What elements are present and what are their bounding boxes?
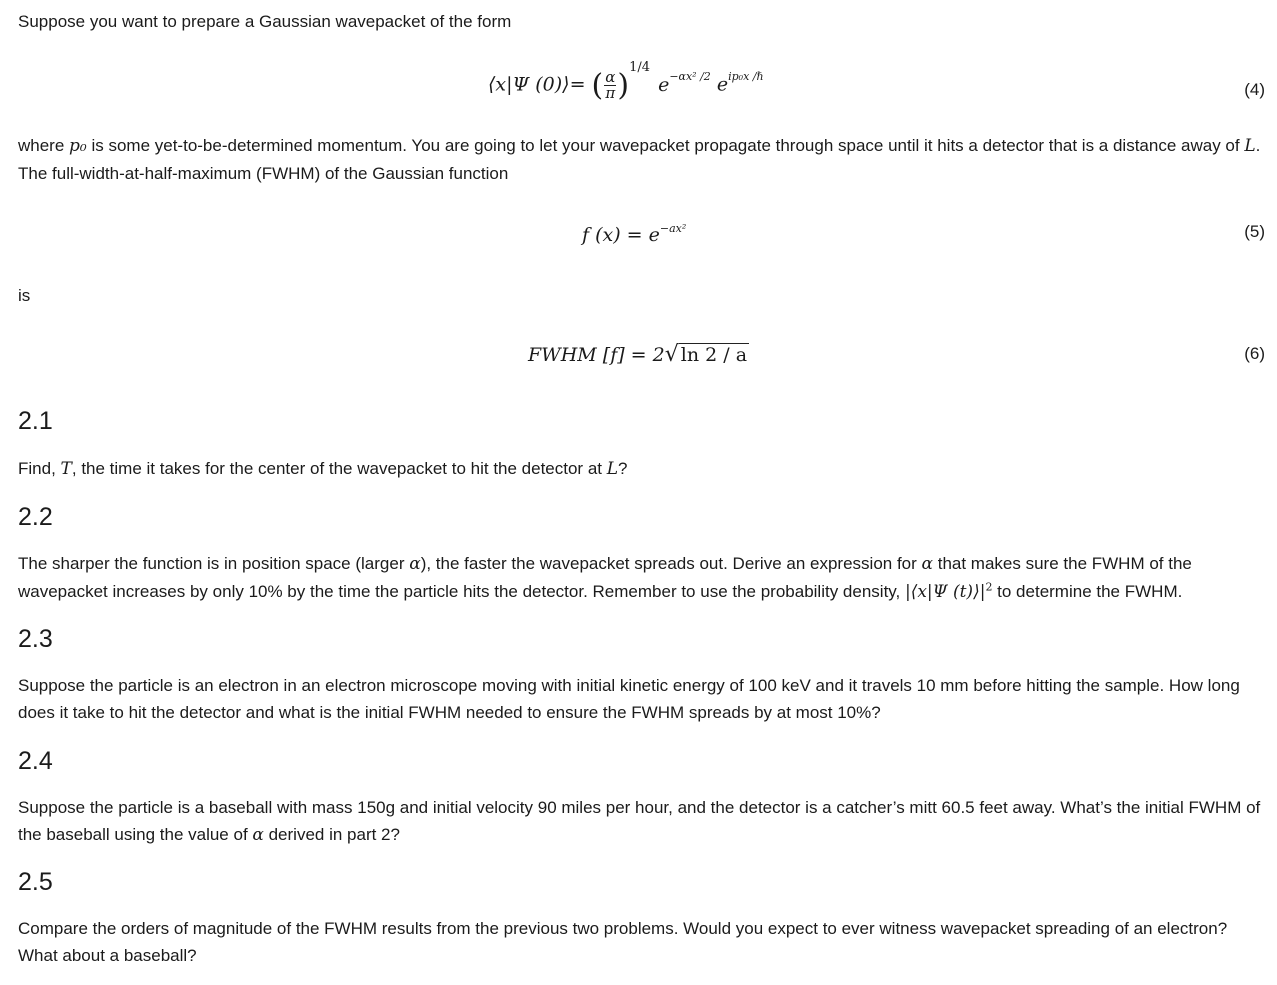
equation-6-number: (6) xyxy=(1244,344,1265,363)
eq6-lhs: FWHM xyxy=(528,344,597,366)
s22-t2: ), the faster the wavepacket spreads out. Derive an expression for xyxy=(420,554,922,573)
section-2-2-text xyxy=(18,550,1268,606)
section-2-5-text: Compare the orders of magnitude of the FWHM results from the previous two problems. Would you expect to ever witness wavepacket spreading of an electron? What about a baseball? xyxy=(18,919,1228,965)
equation-4 xyxy=(0,62,1277,106)
where-mid: is some yet-to-be-determined momentum. You are going to let your wavepacket propagate through space until it hits a detector that is a distance away of xyxy=(86,136,1245,155)
equation-5-number: (5) xyxy=(1244,222,1265,241)
s21-pre: Find, xyxy=(18,459,61,478)
eq4-exp2-base: e xyxy=(716,73,729,96)
s22-alpha1: α xyxy=(409,554,421,574)
eq4-exp1-power: −αx² /2 xyxy=(669,70,711,84)
where-pre: where xyxy=(18,136,70,155)
section-2-5-heading: 2.5 xyxy=(18,868,53,896)
equation-5-expression xyxy=(582,221,687,246)
equation-5 xyxy=(0,212,1277,256)
s22-alpha2: α xyxy=(921,554,933,574)
s24-t2: derived in part 2? xyxy=(263,825,400,844)
equation-6 xyxy=(0,334,1277,378)
equation-4-number: (4) xyxy=(1244,80,1265,99)
eq4-lhs: ⟨x|Ψ (0)⟩ xyxy=(488,73,570,96)
intro-text: Suppose you want to prepare a Gaussian wavepacket of the form xyxy=(18,12,512,31)
eq4-equals: = xyxy=(569,73,586,96)
section-2-3-text: Suppose the particle is an electron in an electron microscope moving with initial kinetic energy of 100 keV and it travels 10 mm before hitting the sample. How long does it take to hit the detector and what is the initial FWHM needed to ensure the FWHM spreads by at most 10%? xyxy=(18,676,1240,722)
section-2-1-text xyxy=(18,455,1268,483)
eq4-fraction xyxy=(604,70,616,101)
eq5-power: −ax² xyxy=(659,221,687,235)
eq6-radicand: ln 2 / a xyxy=(680,344,748,366)
s22-t4: to determine the FWHM. xyxy=(992,582,1183,601)
section-2-1-heading: 2.1 xyxy=(18,407,53,435)
s22-t3: that makes sure the FWHM of the wavepacket increases by only 10% by the time the particle hits the detector. Remember to use the probability density, xyxy=(18,554,1192,601)
eq4-fraction-denominator: π xyxy=(605,84,616,102)
equation-6-expression xyxy=(528,342,749,367)
eq6-bracket: [f] = 2 xyxy=(596,344,665,366)
where-paragraph xyxy=(18,132,1268,187)
s22-square: 2 xyxy=(985,580,993,594)
section-2-4-text xyxy=(18,794,1268,849)
eq5-lhs: f (x) = e xyxy=(582,224,660,246)
is-text: is xyxy=(18,286,31,305)
where-p0: p₀ xyxy=(69,136,87,156)
eq4-power: 1/4 xyxy=(629,60,651,76)
s21-L: L xyxy=(606,459,619,479)
s22-t1: The sharper the function is in position space (larger xyxy=(18,554,410,573)
where-L: L xyxy=(1244,136,1256,156)
s24-t1: Suppose the particle is a baseball with mass 150g and initial velocity 90 miles per hour, and the detector is a catcher’s mitt 60.5 feet away. What’s the initial FWHM of the baseball using the value of xyxy=(18,798,1261,844)
s22-density: |⟨x|Ψ (t)⟩| xyxy=(904,582,986,602)
where-post: . The full-width-at-half-maximum (FWHM) of the Gaussian function xyxy=(18,136,1261,183)
s21-mid: , the time it takes for the center of the wavepacket to hit the detector at xyxy=(71,459,607,478)
equation-4-expression: ⟨x|Ψ (0)⟩= ( $\frac{\alpha}{\pi}$ )$^{1/4}$ $e^{-\alpha x^2 /2}$ $e^{ip_0x /\hbar}$ xyxy=(488,60,764,103)
s24-alpha: α xyxy=(252,825,264,845)
eq6-radical: √ xyxy=(664,342,679,367)
section-2-4-heading: 2.4 xyxy=(18,747,53,775)
s21-T: T xyxy=(60,459,72,479)
eq4-fraction-numerator: α xyxy=(605,68,616,86)
section-2-2-heading: 2.2 xyxy=(18,503,53,531)
eq4-exp1-base: e xyxy=(658,73,670,96)
section-2-3-heading: 2.3 xyxy=(18,625,53,653)
s21-post: ? xyxy=(618,459,628,478)
eq4-exp2-power: ip₀x /ℏ xyxy=(728,70,764,84)
